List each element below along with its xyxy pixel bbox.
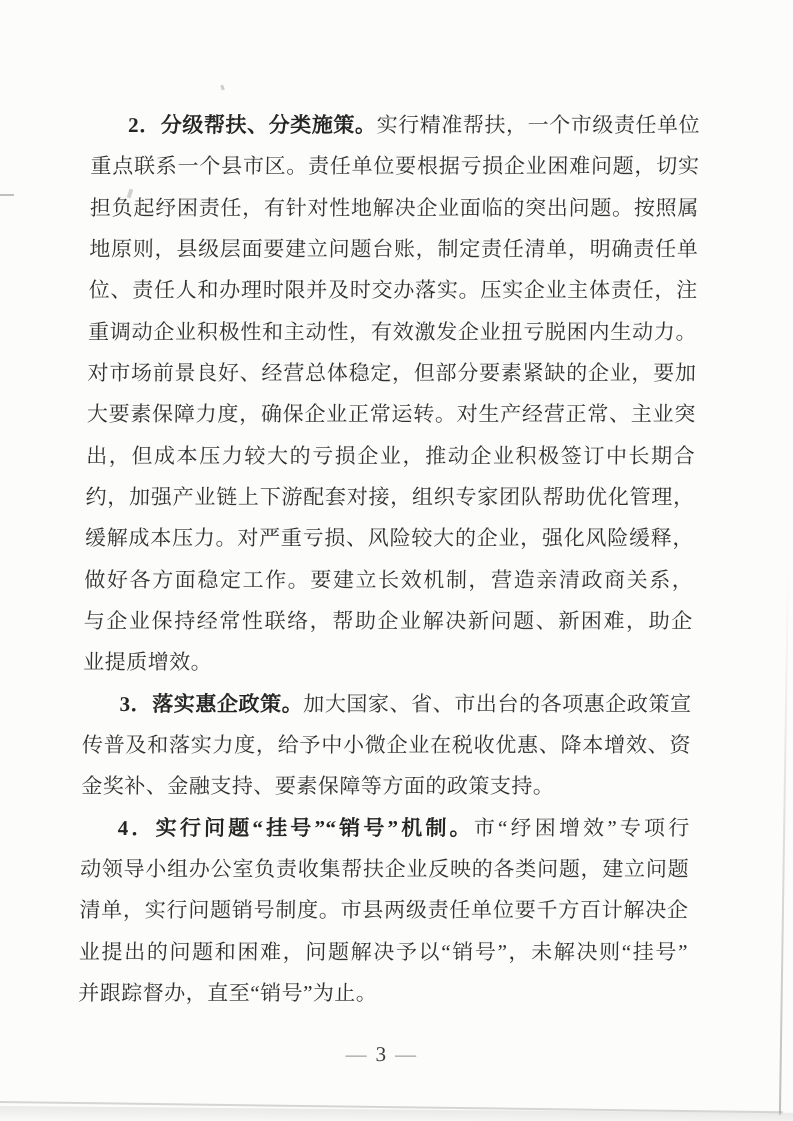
page-number [0, 1041, 778, 1067]
text-line: 重调动企业积极性和主动性，有效激发企业扭亏脱困内生动力。 [87, 319, 698, 344]
text-line: 对市场前景良好、经营总体稳定，但部分要素紧缺的企业，要加 [87, 360, 697, 385]
page-number-left-dash: — [345, 1042, 367, 1067]
paragraph-3-first-rest: 加大国家、省、市出台的各项惠企政策宣 [303, 691, 692, 716]
text-line: 传普及和落实力度，给予中小微企业在税收优惠、降本增效、资 [81, 732, 692, 757]
text-line: 约，加强产业链上下游配套对接，组织专家团队帮助优化管理， [85, 484, 695, 509]
page-number-right-dash: — [394, 1042, 417, 1067]
document-body [78, 105, 700, 1014]
paragraph-3-lead: 3．落实惠企政策。 [119, 691, 304, 716]
text-line [80, 808, 690, 849]
text-line [91, 105, 701, 146]
text-line: 担负起纾困责任，有针对性地解决企业面临的突出问题。按照属 [89, 195, 700, 220]
text-line: 重点联系一个县市区。责任单位要根据亏损企业困难问题，切实 [90, 154, 700, 179]
text-line: 缓解成本压力。对严重亏损、风险较大的企业，强化风险缓释， [84, 526, 695, 551]
paragraph-2 [83, 105, 701, 684]
text-line: 业提出的问题和困难，问题解决予以“销号”，未解决则“挂号” [78, 939, 689, 964]
paragraph-4 [78, 808, 690, 1015]
text-line: 出，但成本压力较大的亏损企业，推动企业积极签订中长期合 [86, 443, 696, 468]
text-line: 金奖补、金融支持、要素保障等方面的政策支持。 [81, 774, 555, 799]
text-line: 与企业保持经常性联络，帮助企业解决新问题、新困难，助企 [83, 608, 693, 633]
text-line: 地原则，县级层面要建立问题台账，制定责任清单，明确责任单 [89, 236, 699, 261]
text-line: 清单，实行问题销号制度。市县两级责任单位要千方百计解决企 [79, 898, 689, 923]
paragraph-2-first-rest: 实行精准帮扶，一个市级责任单位 [376, 113, 701, 137]
text-line: 做好各方面稳定工作。要建立长效机制，营造亲清政商关系， [84, 567, 694, 592]
page-number-value: 3 [375, 1042, 387, 1067]
text-line [82, 684, 692, 725]
paragraph-2-lead: 2．分级帮扶、分类施策。 [127, 113, 377, 137]
paragraph-4-first-rest: 市“纾困增效”专项行 [473, 815, 690, 840]
paragraph-4-lead: 4．实行问题“挂号”“销号”机制。 [117, 815, 475, 840]
text-line: 业提质增效。 [82, 650, 213, 675]
text-line: 并跟踪督办，直至“销号”为止。 [78, 980, 378, 1005]
text-line: 大要素保障力度，确保企业正常运转。对生产经营正常、主业突 [86, 402, 697, 427]
text-line: 动领导小组办公室负责收集帮扶企业反映的各类问题，建立问题 [79, 856, 690, 881]
text-line: 位、责任人和办理时限并及时交办落实。压实企业主体责任，注 [88, 278, 698, 303]
paragraph-3 [81, 684, 692, 808]
